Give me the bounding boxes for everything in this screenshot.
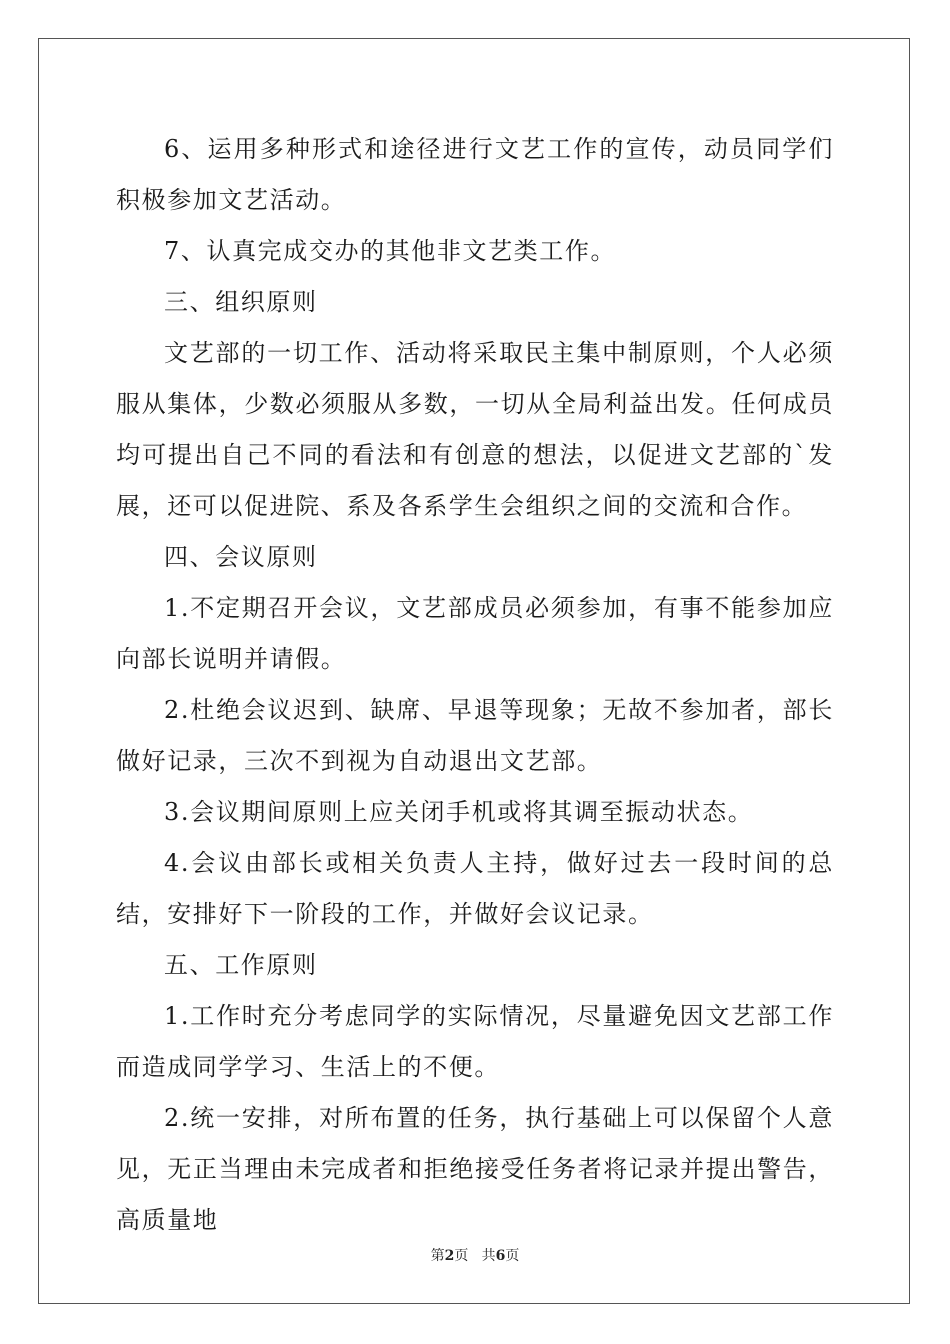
page-mid: 页 共 [454, 1248, 496, 1264]
section-heading: 五、工作原则 [164, 951, 318, 979]
paragraph: 1.工作时充分考虑同学的实际情况，尽量避免因文艺部工作而造成同学学习、生活上的不便。 [116, 1002, 834, 1081]
total-page-number: 6 [495, 1248, 506, 1264]
page-prefix: 第 [430, 1248, 445, 1264]
paragraph: 2.统一安排，对所布置的任务，执行基础上可以保留个人意见，无正当理由未完成者和拒绝接受任务者将记录并提出警告，高质量地 [116, 1104, 834, 1234]
paragraph: 2.杜绝会议迟到、缺席、早退等现象；无故不参加者，部长做好记录，三次不到视为自动退出文艺部。 [116, 696, 834, 775]
paragraph: 文艺部的一切工作、活动将采取民主集中制原则，个人必须服从集体，少数必须服从多数，一切从全局利益出发。任何成员均可提出自己不同的看法和有创意的想法，以促进文艺部的`发展，还可以促进院、系及各系学生会组织之间的交流和合作。 [116, 339, 834, 520]
paragraph: 7、认真完成交办的其他非文艺类工作。 [164, 237, 617, 265]
current-page-number: 2 [444, 1248, 455, 1264]
page-number-footer [0, 1245, 950, 1265]
section-heading: 三、组织原则 [164, 288, 318, 316]
paragraph: 6、运用多种形式和途径进行文艺工作的宣传，动员同学们积极参加文艺活动。 [116, 135, 834, 214]
page-suffix: 页 [505, 1248, 520, 1264]
paragraph: 4.会议由部长或相关负责人主持，做好过去一段时间的总结，安排好下一阶段的工作，并做好会议记录。 [116, 849, 834, 928]
paragraph: 1.不定期召开会议，文艺部成员必须参加，有事不能参加应向部长说明并请假。 [116, 594, 834, 673]
document-body [116, 124, 834, 1246]
section-heading: 四、会议原则 [164, 543, 318, 571]
paragraph: 3.会议期间原则上应关闭手机或将其调至振动状态。 [164, 798, 754, 826]
